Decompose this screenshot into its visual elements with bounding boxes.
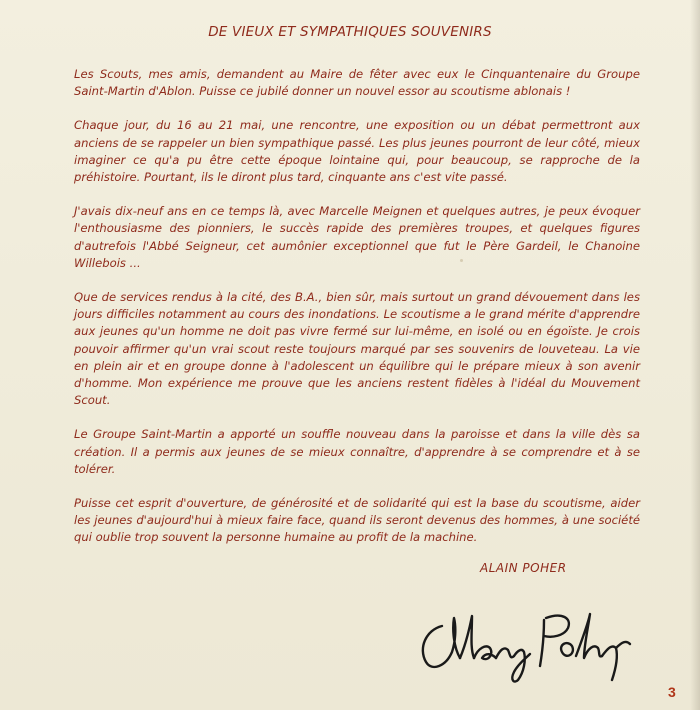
page-edge-shadow — [690, 0, 700, 710]
paragraph-5: Le Groupe Saint-Martin a apporté un souffle nouveau dans la paroisse et dans la ville dès sa création. Il a permis aux jeunes de se mieux connaître, d'apprendre à se comprendre et à se tolérer. — [74, 427, 640, 476]
handwritten-signature — [412, 596, 642, 686]
author-name: ALAIN POHER — [480, 561, 567, 575]
paragraph-3: J'avais dix-neuf ans en ce temps là, avec Marcelle Meignen et quelques autres, je peux évoquer l'enthousiasme des pionniers, le succès rapide des premières troupes, et quelques figures d'autrefois l'Abbé Seigneur, cet aumônier exceptionnel que fut le Père Gardeil, le Chanoine Willebois ... — [74, 204, 640, 270]
paragraph-1: Les Scouts, mes amis, demandent au Maire de fêter avec eux le Cinquantenaire du Groupe Saint-Martin d'Ablon. Puisse ce jubilé donner un nouvel essor au scoutisme ablonais ! — [74, 67, 640, 99]
letter-body — [74, 66, 640, 564]
paragraph-6: Puisse cet esprit d'ouverture, de générosité et de solidarité qui est la base du scoutisme, aider les jeunes d'aujourd'hui à mieux faire face, quand ils seront devenus des hommes, à une société qui oublie trop souvent la personne humaine au profit de la machine. — [74, 496, 640, 545]
page-title: DE VIEUX ET SYMPATHIQUES SOUVENIRS — [208, 24, 492, 40]
paragraph-2: Chaque jour, du 16 au 21 mai, une rencontre, une exposition ou un débat permettront aux anciens de se rappeler un bien sympathique passé. Les plus jeunes pourront de leur côté, mieux imaginer ce qu'a pu être cette époque lointaine qui, pour beaucoup, se rapproche de la préhistoire. Pourtant, ils le diront plus tard, cinquante ans c'est vite passé. — [74, 118, 640, 185]
page-number: 3 — [668, 684, 676, 700]
paragraph-4: Que de services rendus à la cité, des B.A., bien sûr, mais surtout un grand dévouement dans les jours difficiles notamment au cours des inondations. Le scoutisme a le grand mérite d'apprendre aux jeunes qu'un homme ne doit pas vivre fermé sur lui-même, en isolé ou en égoïste. Je crois pouvoir affirmer qu'un vrai scout reste toujours marqué par ses souvenirs de louveteau. La vie en plein air et en groupe donne à l'adolescent un équilibre qui le prépare mieux à son avenir d'homme. Mon expérience me prouve que les anciens restent fidèles à l'idéal du Mouvement Scout. — [74, 290, 640, 408]
